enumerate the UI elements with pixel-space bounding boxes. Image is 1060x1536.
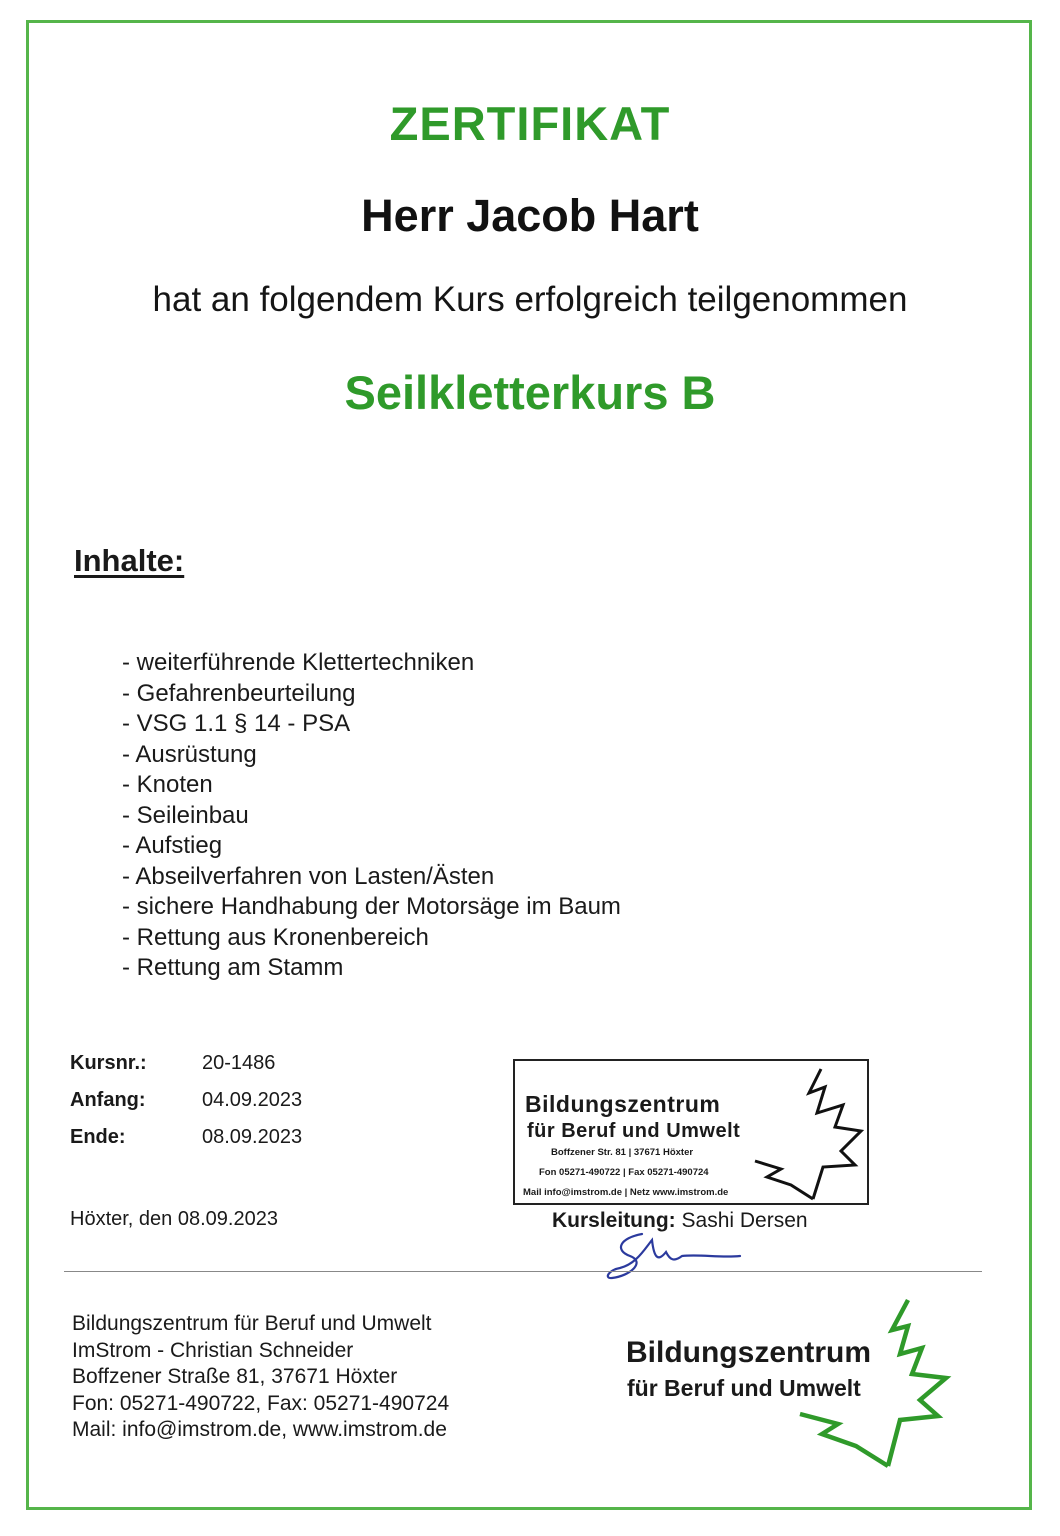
list-item: - sichere Handhabung der Motorsäge im Baum (122, 893, 621, 920)
stamp-address: Boffzener Str. 81 | 37671 Höxter (551, 1147, 694, 1158)
list-item: - Rettung aus Kronenbereich (122, 923, 429, 951)
detail-label: Kursnr.: (70, 1052, 147, 1074)
list-item: - VSG 1.1 § 14 - PSA (122, 710, 351, 737)
list-item: - Aufstieg (122, 832, 223, 859)
detail-row-course-number (70, 1052, 302, 1089)
stamp-mail: Mail info@imstrom.de | Netz www.imstrom.de (523, 1187, 729, 1198)
detail-value: 04.09.2023 (202, 1089, 303, 1111)
contents-heading: Inhalte: (74, 543, 185, 578)
stamp-phone: Fon 05271-490722 | Fax 05271-490724 (539, 1167, 709, 1178)
detail-value: 20-1486 (202, 1052, 276, 1074)
certificate-title: ZERTIFIKAT (389, 97, 671, 150)
list-item: - weiterführende Klettertechniken (122, 649, 475, 676)
list-item: - Seileinbau (122, 801, 249, 829)
intro-text: hat an folgendem Kurs erfolgreich teilgenommen (152, 280, 908, 319)
organization-stamp (513, 1059, 869, 1205)
list-item: - Rettung am Stamm (122, 954, 344, 981)
divider (64, 1271, 982, 1272)
contact-block (72, 1311, 449, 1444)
leaf-icon (751, 1065, 867, 1201)
list-item: - Gefahrenbeurteilung (122, 679, 356, 707)
detail-value: 08.09.2023 (202, 1126, 303, 1148)
list-item: - Knoten (122, 771, 213, 798)
contact-line: Boffzener Straße 81, 37671 Höxter (72, 1365, 398, 1388)
contents-list (122, 648, 621, 984)
course-lead-name: Sashi Dersen (681, 1209, 808, 1232)
recipient-name: Herr Jacob Hart (361, 190, 699, 241)
list-item: - Abseilverfahren von Lasten/Ästen (122, 862, 495, 890)
detail-label: Anfang: (70, 1089, 146, 1111)
contact-line: Fon: 05271-490722, Fax: 05271-490724 (72, 1391, 450, 1415)
contact-line: ImStrom - Christian Schneider (72, 1338, 354, 1362)
detail-row-start (70, 1089, 302, 1126)
organization-logo (626, 1296, 966, 1471)
course-details (70, 1052, 302, 1163)
signature (600, 1228, 750, 1284)
course-lead-label: Kursleitung: (552, 1209, 676, 1232)
detail-label: Ende: (70, 1126, 126, 1148)
logo-line-2: für Beruf und Umwelt (627, 1375, 861, 1401)
contact-line: Bildungszentrum für Beruf und Umwelt (72, 1312, 432, 1335)
detail-row-end (70, 1126, 302, 1163)
stamp-line-2: für Beruf und Umwelt (527, 1120, 741, 1142)
logo-line-1: Bildungszentrum (626, 1336, 871, 1369)
list-item: - Ausrüstung (122, 740, 257, 768)
contact-line: Mail: info@imstrom.de, www.imstrom.de (72, 1418, 447, 1441)
course-name: Seilkletterkurs B (344, 366, 716, 419)
place-date: Höxter, den 08.09.2023 (70, 1208, 278, 1230)
stamp-line-1: Bildungszentrum (525, 1091, 721, 1117)
